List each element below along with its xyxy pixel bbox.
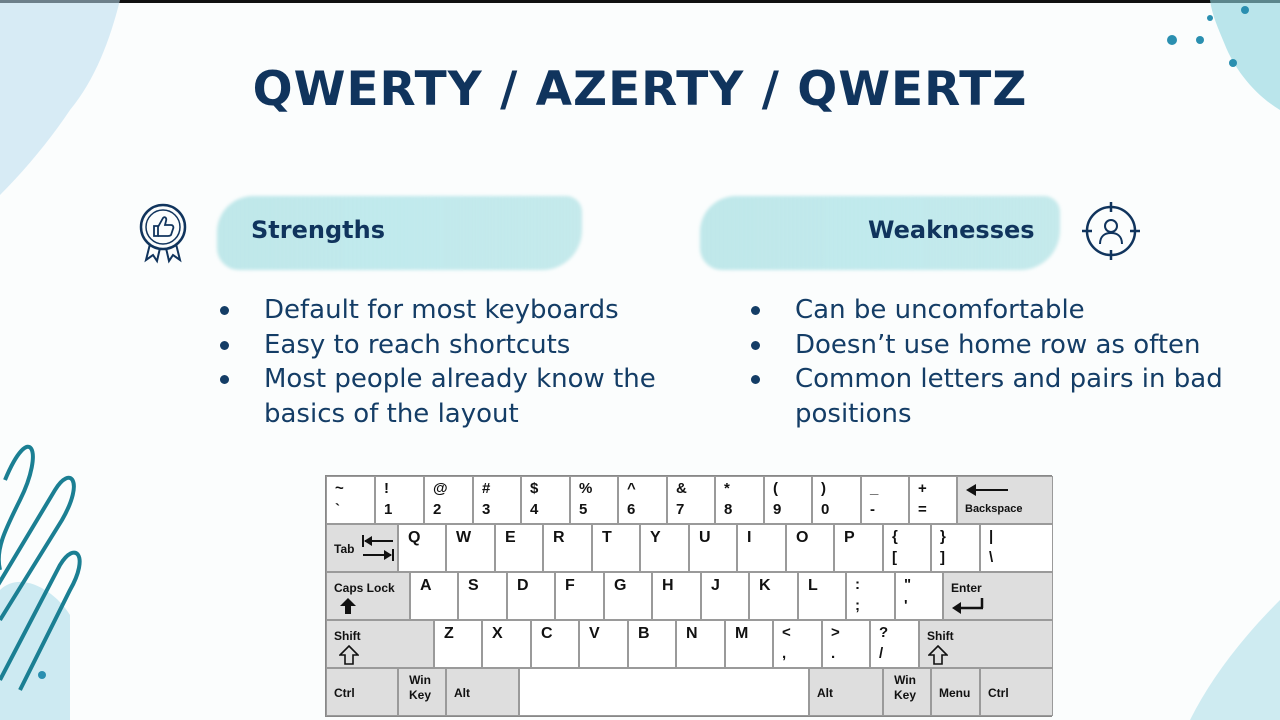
key-label: Menu: [939, 686, 971, 700]
key-tab: [326, 524, 398, 572]
key-label: ~: [335, 480, 344, 497]
key-label: Q: [408, 529, 421, 546]
key-label: ?: [879, 624, 889, 641]
key-r: [543, 524, 592, 572]
list-item: Doesn’t use home row as often: [747, 328, 1227, 363]
key-caps-lock: [326, 572, 410, 620]
strengths-heading: Strengths: [251, 216, 385, 244]
key-label: A: [420, 577, 432, 594]
list-item: Default for most keyboards: [216, 293, 656, 328]
key-label: Alt: [454, 686, 470, 700]
key-label: O: [796, 529, 809, 546]
key-e: [495, 524, 543, 572]
keyboard-row-bottom-letters: [326, 620, 1053, 668]
key-v: [579, 620, 628, 668]
key-label: $: [530, 480, 539, 497]
key-alt-left: [446, 668, 519, 716]
keyboard-row-top-letters: [326, 524, 1053, 572]
key-label: Win Key: [894, 673, 917, 702]
key-p: [834, 524, 883, 572]
key-t: [592, 524, 640, 572]
key-space: [519, 668, 809, 716]
key-y: [640, 524, 689, 572]
key-label: ;: [855, 597, 860, 614]
key-label: Enter: [951, 581, 982, 595]
key-backslash: [980, 524, 1053, 572]
key-o: [786, 524, 834, 572]
thumbs-up-badge-icon: [136, 200, 190, 264]
decorative-watercolor-bottom-right: [1190, 600, 1280, 720]
key-label: Backspace: [965, 503, 1023, 515]
key-1: [375, 476, 424, 524]
decorative-lines-left: [0, 420, 110, 720]
key-win-left: [398, 668, 446, 716]
key-label: N: [686, 625, 698, 642]
tab-arrows-icon: [361, 533, 395, 563]
key-label: L: [808, 577, 818, 594]
key-label: Ctrl: [988, 686, 1009, 700]
key-comma: [773, 620, 822, 668]
key-label: 6: [627, 501, 636, 518]
key-label: 3: [482, 501, 491, 518]
key-label: +: [918, 480, 927, 497]
key-quote: [895, 572, 943, 620]
key-label: 0: [821, 501, 830, 518]
arrow-up-filled-icon: [339, 597, 357, 615]
key-label: W: [456, 529, 472, 546]
key-2: [424, 476, 473, 524]
weaknesses-list: [747, 293, 1227, 432]
key-label: Win Key: [409, 673, 432, 702]
key-label: /: [879, 645, 884, 662]
key-i: [737, 524, 786, 572]
keyboard-diagram: [325, 475, 1052, 717]
key-f: [555, 572, 604, 620]
key-x: [482, 620, 531, 668]
key-label: 7: [676, 501, 685, 518]
key-a: [410, 572, 458, 620]
key-label: Caps Lock: [334, 581, 395, 595]
top-border: [0, 0, 1280, 3]
key-backspace: [957, 476, 1053, 524]
key-label: <: [782, 624, 791, 641]
key-menu: [931, 668, 980, 716]
key-label: (: [773, 480, 778, 497]
key-6: [618, 476, 667, 524]
key-label: }: [940, 528, 946, 545]
shift-arrow-icon: [339, 645, 359, 665]
list-item: Common letters and pairs in bad positions: [747, 362, 1227, 431]
key-label: B: [638, 625, 650, 642]
key-label: Z: [444, 625, 454, 642]
key-l: [798, 572, 846, 620]
keyboard-row-numbers: [326, 476, 1053, 524]
list-item: Can be uncomfortable: [747, 293, 1227, 328]
enter-arrow-icon: [952, 597, 986, 615]
key-label: ^: [627, 480, 636, 497]
key-label: _: [870, 480, 879, 497]
key-bracket-left: [883, 524, 931, 572]
key-label: I: [747, 529, 752, 546]
key-4: [521, 476, 570, 524]
key-label: .: [831, 645, 836, 662]
key-label: 8: [724, 501, 733, 518]
key-semicolon: [846, 572, 895, 620]
key-5: [570, 476, 618, 524]
key-label: ": [904, 576, 912, 593]
weaknesses-heading: Weaknesses: [868, 216, 1035, 244]
key-equals: [909, 476, 957, 524]
key-label: %: [579, 480, 593, 497]
shift-arrow-icon: [928, 645, 948, 665]
key-label: C: [541, 625, 553, 642]
key-label: *: [724, 480, 730, 497]
key-label: D: [517, 577, 529, 594]
key-label: R: [553, 529, 565, 546]
key-u: [689, 524, 737, 572]
strengths-list: [216, 293, 656, 432]
key-label: Shift: [334, 629, 361, 643]
key-slash: [870, 620, 919, 668]
key-label: |: [989, 528, 994, 545]
key-b: [628, 620, 676, 668]
key-label: #: [482, 480, 491, 497]
key-ctrl-right: [980, 668, 1053, 716]
key-tilde: [326, 476, 375, 524]
key-label: 2: [433, 501, 442, 518]
key-8: [715, 476, 764, 524]
key-c: [531, 620, 579, 668]
key-label: K: [759, 577, 771, 594]
key-label: 4: [530, 501, 539, 518]
key-label: ': [904, 597, 908, 614]
key-label: M: [735, 625, 749, 642]
person-target-icon: [1080, 200, 1142, 262]
key-label: Y: [650, 529, 661, 546]
key-enter: [943, 572, 1053, 620]
key-label: J: [711, 577, 720, 594]
key-period: [822, 620, 870, 668]
key-label: V: [589, 625, 600, 642]
key-label: =: [918, 501, 927, 518]
key-3: [473, 476, 521, 524]
key-0: [812, 476, 861, 524]
key-w: [446, 524, 495, 572]
key-q: [398, 524, 446, 572]
key-k: [749, 572, 798, 620]
key-label: H: [662, 577, 674, 594]
key-n: [676, 620, 725, 668]
key-bracket-right: [931, 524, 980, 572]
keyboard-row-home: [326, 572, 1053, 620]
key-7: [667, 476, 715, 524]
key-label: X: [492, 625, 503, 642]
key-label: @: [433, 480, 448, 497]
key-minus: [861, 476, 909, 524]
key-d: [507, 572, 555, 620]
key-alt-right: [809, 668, 883, 716]
key-label: P: [844, 529, 855, 546]
key-label: Ctrl: [334, 686, 355, 700]
list-item: Easy to reach shortcuts: [216, 328, 656, 363]
key-shift-right: [919, 620, 1053, 668]
key-label: ]: [940, 549, 945, 566]
key-label: S: [468, 577, 479, 594]
key-label: ): [821, 480, 826, 497]
key-label: Shift: [927, 629, 954, 643]
key-label: -: [870, 501, 875, 518]
key-m: [725, 620, 773, 668]
key-label: !: [384, 480, 389, 497]
key-label: `: [335, 501, 340, 518]
key-s: [458, 572, 507, 620]
key-g: [604, 572, 652, 620]
key-z: [434, 620, 482, 668]
key-label: G: [614, 577, 627, 594]
key-label: 5: [579, 501, 588, 518]
key-j: [701, 572, 749, 620]
key-label: Tab: [334, 542, 355, 556]
key-label: ,: [782, 645, 787, 662]
key-shift-left: [326, 620, 434, 668]
key-label: \: [989, 549, 994, 566]
keyboard-row-space: [326, 668, 1053, 716]
key-label: {: [892, 528, 898, 545]
key-label: F: [565, 577, 575, 594]
key-label: Alt: [817, 686, 833, 700]
key-label: [: [892, 549, 897, 566]
key-9: [764, 476, 812, 524]
key-h: [652, 572, 701, 620]
key-label: U: [699, 529, 711, 546]
key-label: 1: [384, 501, 393, 518]
key-label: :: [855, 576, 860, 593]
key-label: E: [505, 529, 516, 546]
key-label: &: [676, 480, 687, 497]
key-label: 9: [773, 501, 782, 518]
key-ctrl-left: [326, 668, 398, 716]
arrow-left-icon: [966, 483, 1010, 497]
key-label: >: [831, 624, 840, 641]
key-label: T: [602, 529, 612, 546]
page-title: QWERTY / AZERTY / QWERTZ: [252, 62, 1028, 117]
list-item: Most people already know the basics of the layout: [216, 362, 656, 431]
key-win-right: [883, 668, 931, 716]
